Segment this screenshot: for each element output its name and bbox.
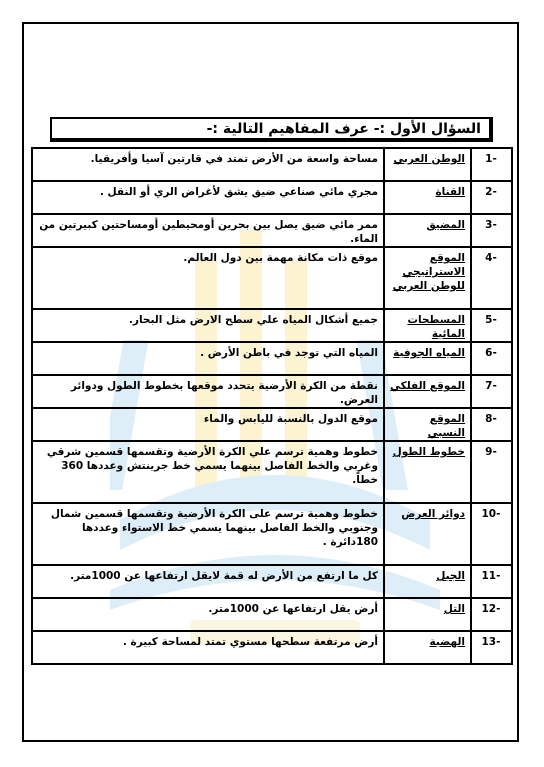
table-row	[32, 408, 512, 441]
table-row	[32, 631, 512, 664]
table-row	[32, 375, 512, 408]
term-cell: دوائر العرض	[384, 503, 471, 565]
table-row	[32, 148, 512, 181]
row-number: -2	[471, 181, 512, 214]
table-row	[32, 503, 512, 565]
table-row	[32, 214, 512, 247]
question-title: السؤال الأول :- عرف المفاهيم التالية :-	[50, 117, 493, 142]
row-number: -7	[471, 375, 512, 408]
term-cell: خطوط الطول	[384, 441, 471, 503]
row-number: -13	[471, 631, 512, 664]
term-cell: القناة	[384, 181, 471, 214]
row-number: -6	[471, 342, 512, 375]
term-cell: الوطن العربي	[384, 148, 471, 181]
term-cell: المسطحات المائية	[384, 309, 471, 342]
table-row	[32, 342, 512, 375]
row-number: -9	[471, 441, 512, 503]
table-row	[32, 598, 512, 631]
definitions-table	[31, 147, 513, 665]
row-number: -5	[471, 309, 512, 342]
definition-cell: مساحة واسعة من الأرض تمتد في قارتين آسيا وأفريقيا.	[32, 148, 384, 181]
definition-cell: نقطة من الكرة الأرضية يتحدد موقعها بخطوط الطول ودوائر العرض.	[32, 375, 384, 408]
term-cell: المياه الجوفية	[384, 342, 471, 375]
table-row	[32, 309, 512, 342]
table-row	[32, 565, 512, 598]
table-row	[32, 247, 512, 309]
row-number: -12	[471, 598, 512, 631]
row-number: -11	[471, 565, 512, 598]
term-cell: المضيق	[384, 214, 471, 247]
term-cell: الموقع الفلكي	[384, 375, 471, 408]
definition-cell: ممر مائي ضيق يصل بين بحرين أومحيطين أومساحتين كبيرتين من الماء.	[32, 214, 384, 247]
definition-cell: موقع ذات مكانة مهمة بين دول العالم.	[32, 247, 384, 309]
row-number: -10	[471, 503, 512, 565]
definition-cell: جميع أشكال المياه علي سطح الارض مثل البحار.	[32, 309, 384, 342]
row-number: -8	[471, 408, 512, 441]
term-cell: الجبل	[384, 565, 471, 598]
definition-cell: أرض يقل ارتفاعها عن 1000متر.	[32, 598, 384, 631]
table-row	[32, 181, 512, 214]
row-number: -4	[471, 247, 512, 309]
definition-cell: مجري مائي صناعي ضيق يشق لأغراض الري أو النقل .	[32, 181, 384, 214]
definition-cell: كل ما ارتفع من الأرض له قمة لايقل ارتفاعها عن 1000متر.	[32, 565, 384, 598]
definition-cell: أرض مرتفعة سطحها مستوي تمتد لمساحة كبيرة .	[32, 631, 384, 664]
term-cell: الموقع الاستراتيجي للوطن العربي	[384, 247, 471, 309]
row-number: -3	[471, 214, 512, 247]
definition-cell: خطوط وهمية ترسم على الكرة الأرضية وتقسمها قسمين شمال وجنوبي والخط الفاصل بينهما يسمي خط الاستواء وعددها 180دائرة .	[32, 503, 384, 565]
row-number: -1	[471, 148, 512, 181]
term-cell: الهضبة	[384, 631, 471, 664]
definition-cell: موقع الدول بالنسبة لليابس والماء	[32, 408, 384, 441]
term-cell: التل	[384, 598, 471, 631]
definition-cell: خطوط وهمية ترسم علي الكرة الأرضية وتقسمها قسمين شرقي وغربي والخط الفاصل بينهما يسمي خط جرينتش وعددها 360 خطاً.	[32, 441, 384, 503]
table-row	[32, 441, 512, 503]
term-cell: الموقع النسبي	[384, 408, 471, 441]
definition-cell: المياه التي توجد في باطن الأرض .	[32, 342, 384, 375]
